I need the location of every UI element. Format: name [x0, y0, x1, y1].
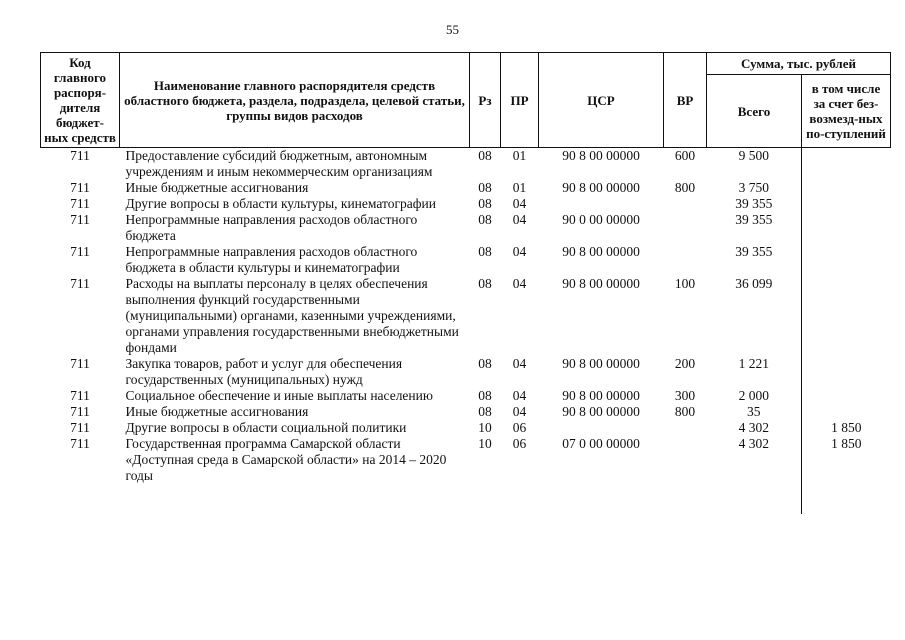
- cell-name: Социальное обеспечение и иные выплаты населению: [125, 388, 433, 403]
- cell-total: 39 355: [735, 244, 773, 259]
- header-vr: ВР: [664, 53, 707, 148]
- cell-csr: 90 8 00 00000: [562, 356, 640, 371]
- table-row: [41, 276, 891, 356]
- cell-code: 711: [70, 244, 90, 259]
- cell-rz: 08: [478, 356, 492, 371]
- cell-vr: [664, 420, 707, 436]
- cell-rz: 08: [478, 196, 492, 211]
- cell-pr: 01: [512, 180, 527, 195]
- table-row: [41, 420, 891, 436]
- cell-incl: [802, 148, 891, 181]
- header-code: Код главного распоря-дителя бюджет-ных средств: [41, 53, 120, 148]
- cell-code: 711: [70, 276, 90, 291]
- cell-code: 711: [70, 436, 90, 451]
- table-row: [41, 180, 891, 196]
- cell-incl: [802, 196, 891, 212]
- cell-pr: 06: [512, 420, 527, 435]
- table-header: [41, 53, 891, 148]
- cell-vr: [664, 436, 707, 514]
- page-number: 55: [446, 22, 459, 37]
- cell-name: Непрограммные направления расходов областного бюджета: [125, 212, 418, 243]
- cell-incl: [802, 276, 891, 356]
- cell-incl: [802, 388, 891, 404]
- cell-rz: 10: [478, 436, 492, 451]
- cell-rz: 08: [478, 244, 492, 259]
- cell-vr: 800: [674, 404, 696, 419]
- cell-code: 711: [70, 388, 90, 403]
- cell-pr: 04: [512, 388, 527, 403]
- table-row: [41, 148, 891, 181]
- table-row: [41, 244, 891, 276]
- header-sum: Сумма, тыс. рублей: [707, 53, 891, 75]
- cell-total: 3 750: [738, 180, 769, 195]
- cell-total: 35: [747, 404, 761, 419]
- table-row: [41, 404, 891, 420]
- cell-csr: 07 0 00 00000: [562, 436, 640, 451]
- cell-incl: 1 850: [802, 420, 891, 436]
- cell-vr: [664, 244, 707, 276]
- cell-code: 711: [70, 196, 90, 211]
- cell-code: 711: [70, 356, 90, 371]
- cell-pr: 04: [512, 404, 527, 419]
- header-pr: ПР: [501, 53, 539, 148]
- cell-incl: [802, 212, 891, 244]
- cell-csr: [539, 420, 664, 436]
- cell-rz: 08: [478, 148, 492, 163]
- cell-vr: [664, 196, 707, 212]
- cell-name: Другие вопросы в области культуры, кинематографии: [125, 196, 436, 211]
- cell-code: 711: [70, 420, 90, 435]
- cell-name: Предоставление субсидий бюджетным, автономным учреждениям и иным некоммерческим организациям: [125, 148, 433, 179]
- cell-name: Иные бюджетные ассигнования: [125, 180, 309, 195]
- cell-incl: [802, 180, 891, 196]
- cell-code: 711: [70, 180, 90, 195]
- table-row: [41, 196, 891, 212]
- cell-csr: [539, 196, 664, 212]
- cell-code: 711: [70, 404, 90, 419]
- cell-name: Государственная программа Самарской области «Доступная среда в Самарской области» на 2014 – 2020 годы: [125, 436, 447, 483]
- cell-name: Непрограммные направления расходов областного бюджета в области культуры и кинематографии: [125, 244, 418, 275]
- cell-rz: 08: [478, 404, 492, 419]
- header-csr: ЦСР: [539, 53, 664, 148]
- cell-total: 4 302: [738, 420, 769, 435]
- cell-total: 2 000: [738, 388, 769, 403]
- cell-vr: 200: [674, 356, 696, 371]
- cell-pr: 04: [512, 356, 527, 371]
- cell-rz: 08: [478, 212, 492, 227]
- cell-pr: 04: [512, 276, 527, 291]
- cell-vr: 100: [674, 276, 696, 291]
- header-name: Наименование главного распорядителя средств областного бюджета, раздела, подраздела, целевой статьи, группы видов расходов: [120, 53, 470, 148]
- cell-rz: 08: [478, 388, 492, 403]
- cell-pr: 04: [512, 196, 527, 211]
- cell-incl: [802, 356, 891, 388]
- cell-pr: 01: [512, 148, 527, 163]
- cell-csr: 90 8 00 00000: [562, 404, 640, 419]
- cell-pr: 04: [512, 212, 527, 227]
- cell-total: 36 099: [735, 276, 773, 291]
- table-row: [41, 356, 891, 388]
- cell-csr: 90 8 00 00000: [562, 180, 640, 195]
- cell-vr: [664, 212, 707, 244]
- cell-rz: 08: [478, 180, 492, 195]
- cell-vr: 600: [674, 148, 696, 163]
- cell-csr: 90 8 00 00000: [562, 148, 640, 163]
- cell-incl: [802, 404, 891, 420]
- cell-total: 4 302: [738, 436, 769, 451]
- cell-code: 711: [70, 212, 90, 227]
- cell-total: 1 221: [738, 356, 769, 371]
- cell-rz: 08: [478, 276, 492, 291]
- budget-table: [40, 52, 891, 514]
- cell-name: Иные бюджетные ассигнования: [125, 404, 309, 419]
- cell-rz: 10: [478, 420, 492, 435]
- cell-vr: 800: [674, 180, 696, 195]
- cell-name: Закупка товаров, работ и услуг для обеспечения государственных (муниципальных) нужд: [125, 356, 403, 387]
- cell-total: 39 355: [735, 212, 773, 227]
- cell-total: 39 355: [735, 196, 773, 211]
- cell-pr: 06: [512, 436, 527, 451]
- cell-vr: 300: [674, 388, 696, 403]
- table-row: [41, 212, 891, 244]
- cell-csr: 90 0 00 00000: [562, 212, 640, 227]
- header-total: Всего: [707, 75, 802, 148]
- cell-csr: 90 8 00 00000: [562, 244, 640, 259]
- cell-name: Другие вопросы в области социальной политики: [125, 420, 407, 435]
- header-rz: Рз: [470, 53, 501, 148]
- cell-csr: 90 8 00 00000: [562, 388, 640, 403]
- cell-pr: 04: [512, 244, 527, 259]
- cell-incl: [802, 244, 891, 276]
- table-row: [41, 436, 891, 514]
- cell-name: Расходы на выплаты персоналу в целях обеспечения выполнения функций государственными (муниципальными) органами, казенными учреждениями, органами управления государственными внебюджетными фондами: [125, 276, 459, 355]
- table-body: [41, 148, 891, 515]
- cell-csr: 90 8 00 00000: [562, 276, 640, 291]
- table-row: [41, 388, 891, 404]
- cell-total: 9 500: [738, 148, 769, 163]
- header-incl: в том числе за счет без-возмезд-ных по-ступлений: [802, 75, 891, 148]
- cell-code: 711: [70, 148, 90, 163]
- cell-incl: 1 850: [802, 436, 891, 514]
